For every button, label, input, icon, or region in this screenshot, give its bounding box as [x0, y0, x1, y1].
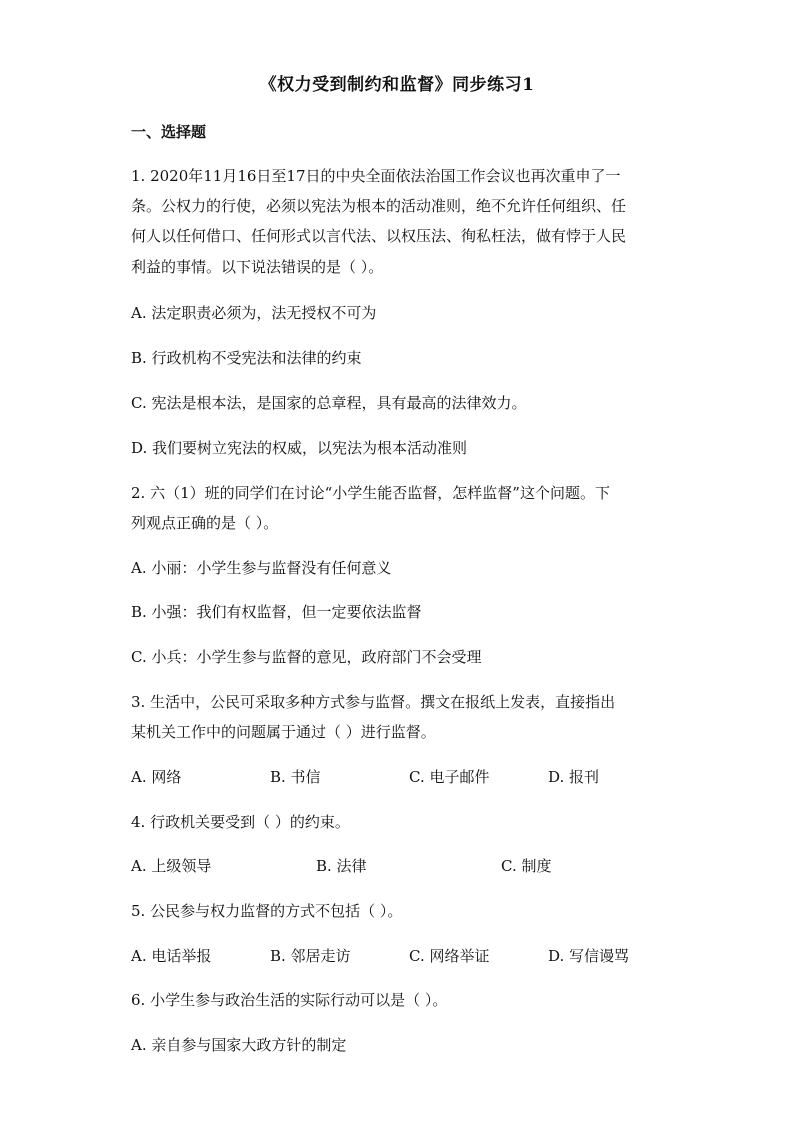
q1-text-line-1: 1. 2020年11月16日至17日的中央全面依法治国工作会议也再次重申了一: [131, 167, 621, 185]
q2-text-line-2: 列观点正确的是（ ）。: [131, 514, 279, 532]
section-heading: 一、选择题: [131, 123, 207, 141]
q3-option-c: C. 电子邮件: [409, 768, 490, 786]
q5-options-row: [131, 945, 671, 967]
q5-option-a: A. 电话举报: [131, 947, 212, 965]
q4-option-b: B. 法律: [316, 857, 367, 875]
q5-option-c: C. 网络举证: [409, 947, 490, 965]
q2-text-line-1: 2. 六（1）班的同学们在讨论“小学生能否监督，怎样监督”这个问题。下: [131, 484, 610, 502]
q3-options-row: [131, 766, 671, 788]
q6-text-line-1: 6. 小学生参与政治生活的实际行动可以是（ ）。: [131, 991, 448, 1009]
q5-text-line-1: 5. 公民参与权力监督的方式不包括（ ）。: [131, 902, 403, 920]
q3-option-a: A. 网络: [131, 768, 182, 786]
q2-option-b: B. 小强：我们有权监督，但一定要依法监督: [131, 603, 422, 621]
q1-text-line-2: 条。公权力的行使，必须以宪法为根本的活动准则，绝不允许任何组织、任: [131, 197, 627, 215]
q5-option-d: D. 写信谩骂: [548, 947, 630, 965]
q4-text-line-1: 4. 行政机关要受到（ ）的约束。: [131, 813, 350, 831]
q1-option-a: A. 法定职责必须为，法无授权不可为: [131, 304, 377, 322]
q3-text-line-2: 某机关工作中的问题属于通过（ ）进行监督。: [131, 723, 436, 741]
document-title: 《权力受到制约和监督》同步练习1: [259, 75, 535, 95]
q2-option-c: C. 小兵：小学生参与监督的意见，政府部门不会受理: [131, 648, 482, 666]
q3-text-line-1: 3. 生活中，公民可采取多种方式参与监督。撰文在报纸上发表，直接指出: [131, 693, 616, 711]
q1-text-line-3: 何人以任何借口、任何形式以言代法、以权压法、徇私枉法，做有悖于人民: [131, 227, 627, 245]
q4-option-c: C. 制度: [501, 857, 552, 875]
q1-text-line-4: 利益的事情。以下说法错误的是（ ）。: [131, 258, 384, 276]
q3-option-d: D. 报刊: [548, 768, 600, 786]
q2-option-a: A. 小丽：小学生参与监督没有任何意义: [131, 559, 392, 577]
q1-option-c: C. 宪法是根本法，是国家的总章程，具有最高的法律效力。: [131, 394, 527, 412]
q3-option-b: B. 书信: [270, 768, 321, 786]
q6-option-a: A. 亲自参与国家大政方针的制定: [131, 1036, 347, 1054]
q1-option-b: B. 行政机构不受宪法和法律的约束: [131, 349, 362, 367]
q4-option-a: A. 上级领导: [131, 857, 212, 875]
q1-option-d: D. 我们要树立宪法的权威，以宪法为根本活动准则: [131, 439, 468, 457]
q4-options-row: [131, 855, 671, 877]
q5-option-b: B. 邻居走访: [270, 947, 351, 965]
